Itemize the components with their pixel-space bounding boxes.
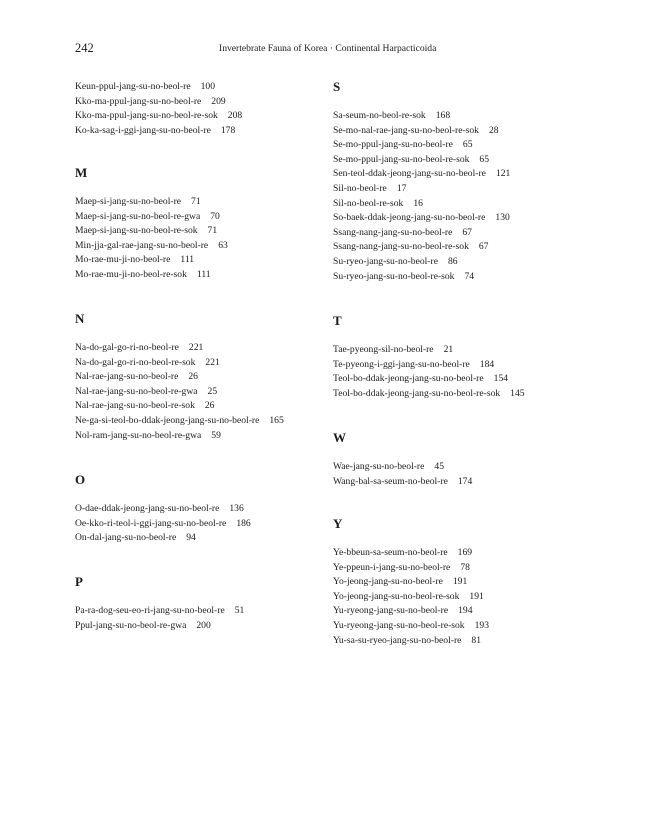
index-entry (333, 575, 489, 590)
index-entry-list (333, 343, 525, 401)
index-entry (333, 358, 525, 373)
index-term: Ne-ga-si-teol-bo-ddak-jeong-jang-su-no-beol-re (75, 414, 260, 426)
index-entry-list (75, 195, 228, 283)
index-term: Mo-rae-mu-ji-no-beol-re (75, 254, 171, 266)
index-entry (333, 138, 510, 153)
index-entry (333, 211, 510, 226)
index-entry (75, 195, 228, 210)
index-entry (75, 124, 242, 139)
index-entry (333, 226, 510, 241)
index-page-ref: 145 (510, 387, 525, 399)
index-term: Yo-jeong-jang-su-no-beol-re (333, 576, 443, 588)
index-entry (333, 255, 510, 270)
index-page-ref: 65 (462, 139, 473, 151)
index-page-ref: 121 (495, 168, 511, 180)
index-page-ref: 63 (218, 239, 228, 251)
index-term: Ppul-jang-su-no-beol-re-gwa (75, 619, 187, 631)
index-entry (75, 224, 228, 239)
index-entry (75, 531, 251, 546)
index-page-ref: 65 (479, 153, 490, 165)
index-page-ref: 25 (207, 385, 218, 397)
index-page-ref: 186 (236, 517, 251, 529)
index-page-ref: 191 (452, 576, 468, 588)
index-page-ref: 136 (229, 503, 244, 514)
index-page-ref: 70 (210, 210, 220, 222)
index-entry (333, 634, 489, 649)
index-letter-heading: O (75, 472, 86, 487)
index-letter-heading: S (333, 79, 341, 94)
index-entry-list (75, 341, 284, 443)
index-entry (333, 167, 510, 182)
index-term: Su-ryeo-jang-su-no-beol-re-sok (333, 270, 455, 282)
index-entry (75, 80, 242, 95)
index-page-ref: 26 (188, 371, 198, 383)
index-term: Na-do-gal-go-ri-no-beol-re-sok (75, 356, 196, 368)
index-entry (333, 590, 489, 605)
index-page-ref: 21 (443, 344, 454, 355)
index-entry (333, 182, 510, 197)
index-page-ref: 184 (479, 358, 495, 370)
index-term: Sil-no-beol-re (333, 182, 387, 194)
index-entry (333, 240, 510, 255)
index-entry (75, 268, 228, 283)
index-entry (333, 604, 489, 619)
index-entry (333, 460, 472, 475)
index-page-ref: 154 (493, 373, 509, 385)
index-entry (333, 387, 525, 402)
index-entry-list (75, 604, 244, 633)
index-entry (333, 124, 510, 139)
index-term: Maep-si-jang-su-no-beol-re (75, 196, 182, 207)
index-entry-list (333, 460, 472, 489)
index-letter-heading: M (75, 165, 88, 180)
index-term: So-baek-ddak-jeong-jang-su-no-beol-re (333, 212, 486, 224)
index-page-ref: 200 (196, 619, 211, 631)
index-page-ref: 178 (220, 124, 236, 136)
index-entry-list (333, 546, 489, 648)
index-entry (75, 356, 284, 371)
index-letter-heading: W (333, 430, 346, 445)
index-term: Kko-ma-ppul-jang-su-no-beol-re-sok (75, 110, 218, 122)
index-page-ref: 78 (460, 561, 470, 573)
index-term: Oe-kko-ri-teol-i-ggi-jang-su-no-beol-re (75, 517, 227, 529)
index-term: Wae-jang-su-no-beol-re (333, 461, 425, 472)
index-page-ref: 221 (205, 356, 220, 368)
index-page-ref: 100 (200, 81, 216, 92)
index-entry (75, 517, 251, 532)
index-page-ref: 17 (396, 182, 407, 194)
index-page-ref: 26 (204, 400, 215, 412)
index-term: Tae-pyeong-sil-no-beol-re (333, 344, 434, 355)
page-header (75, 41, 595, 59)
index-term: Nal-rae-jang-su-no-beol-re-gwa (75, 385, 198, 397)
index-term: Keun-ppul-jang-su-no-beol-re (75, 81, 191, 92)
index-page-ref: 193 (474, 619, 489, 631)
index-page-ref: 169 (457, 547, 473, 558)
index-entry (333, 475, 472, 490)
index-page-ref: 16 (413, 197, 423, 209)
index-term: Nal-rae-jang-su-no-beol-re-sok (75, 400, 195, 412)
index-entry (75, 95, 242, 110)
index-letter-heading: T (333, 313, 342, 328)
index-entry (75, 502, 251, 517)
index-page-ref: 168 (435, 110, 451, 121)
index-entry (333, 153, 510, 168)
index-entry-list (333, 109, 510, 284)
index-entry (75, 414, 284, 429)
index-page-ref: 45 (434, 461, 444, 472)
index-term: Te-pyeong-i-ggi-jang-su-no-beol-re (333, 358, 470, 370)
index-term: Se-mo-nal-rae-jang-su-no-beol-re-sok (333, 124, 479, 136)
index-term: Sil-no-beol-re-sok (333, 197, 404, 209)
index-entry (333, 546, 489, 561)
index-term: Na-do-gal-go-ri-no-beol-re (75, 342, 179, 353)
index-term: Su-ryeo-jang-su-no-beol-re (333, 255, 438, 267)
index-term: Ko-ka-sag-i-ggi-jang-su-no-beol-re (75, 124, 211, 136)
index-term: Sa-seum-no-beol-re-sok (333, 110, 426, 121)
index-entry (75, 239, 228, 254)
index-page-ref: 71 (191, 196, 201, 207)
index-term: On-dal-jang-su-no-beol-re (75, 532, 177, 544)
index-term: Teol-bo-ddak-jeong-jang-su-no-beol-re (333, 373, 484, 385)
index-term: Yu-sa-su-ryeo-jang-su-no-beol-re (333, 634, 462, 646)
index-term: Ye-ppeun-i-jang-su-no-beol-re (333, 561, 451, 573)
index-page-ref: 51 (234, 605, 245, 616)
index-page-ref: 67 (462, 226, 472, 238)
index-term: Maep-si-jang-su-no-beol-re-gwa (75, 210, 201, 222)
index-letter-heading: Y (333, 516, 343, 531)
index-term: O-dae-ddak-jeong-jang-su-no-beol-re (75, 503, 220, 514)
index-entry (333, 109, 510, 124)
index-term: Nal-rae-jang-su-no-beol-re (75, 371, 179, 383)
index-term: Yo-jeong-jang-su-no-beol-re-sok (333, 590, 460, 602)
index-page-ref: 86 (447, 255, 458, 267)
index-entry (75, 253, 228, 268)
index-page-ref: 209 (211, 95, 226, 107)
index-entry (75, 604, 244, 619)
index-page-ref: 221 (188, 342, 204, 353)
index-entry (75, 385, 284, 400)
index-entry (75, 109, 242, 124)
index-page-ref: 59 (211, 429, 221, 441)
index-page-ref: 28 (488, 124, 499, 136)
index-term: Se-mo-ppul-jang-su-no-beol-re (333, 139, 453, 151)
index-entry-list (75, 502, 251, 546)
index-page-ref: 111 (180, 254, 195, 266)
index-letter-heading: P (75, 574, 83, 589)
index-entry (333, 197, 510, 212)
index-term: Mo-rae-mu-ji-no-beol-re-sok (75, 268, 187, 280)
index-entry (333, 561, 489, 576)
index-entry-list (75, 80, 242, 138)
index-term: Yu-ryeong-jang-su-no-beol-re-sok (333, 619, 465, 631)
index-term: Ssang-nang-jang-su-no-beol-re-sok (333, 241, 469, 253)
index-page-ref: 194 (458, 605, 473, 617)
index-term: Ye-bbeun-sa-seum-no-beol-re (333, 547, 448, 558)
index-entry (333, 372, 525, 387)
index-entry (333, 343, 525, 358)
index-page-ref: 74 (464, 270, 475, 282)
index-term: Teol-bo-ddak-jeong-jang-su-no-beol-re-sok (333, 387, 501, 399)
running-title: Invertebrate Fauna of Korea · Continental Harpacticoida (219, 43, 437, 54)
index-page-ref: 208 (227, 110, 243, 122)
index-term: Nol-ram-jang-su-no-beol-re-gwa (75, 429, 202, 441)
index-term: Kko-ma-ppul-jang-su-no-beol-re (75, 95, 202, 107)
index-page-ref: 191 (469, 590, 484, 602)
index-page-ref: 71 (207, 225, 218, 237)
index-entry (75, 399, 284, 414)
index-entry (75, 370, 284, 385)
index-entry (75, 210, 228, 225)
index-term: Pa-ra-dog-seu-eo-ri-jang-su-no-beol-re (75, 605, 225, 616)
index-term: Wang-bal-sa-seum-no-beol-re (333, 475, 448, 487)
index-page-ref: 165 (269, 414, 284, 426)
index-term: Ssang-nang-jang-su-no-beol-re (333, 226, 453, 238)
index-term: Sen-teol-ddak-jeong-jang-su-no-beol-re (333, 168, 486, 180)
index-page-ref: 94 (186, 532, 196, 544)
index-entry (75, 619, 244, 634)
index-entry (333, 619, 489, 634)
index-entry (75, 429, 284, 444)
index-entry (333, 270, 510, 285)
index-page-ref: 174 (457, 475, 473, 487)
index-term: Se-mo-ppul-jang-su-no-beol-re-sok (333, 153, 470, 165)
index-page-ref: 81 (471, 634, 481, 646)
index-letter-heading: N (75, 311, 85, 326)
index-page-ref: 130 (495, 212, 510, 224)
index-term: Maep-si-jang-su-no-beol-re-sok (75, 225, 198, 237)
page-number: 242 (75, 41, 94, 55)
index-page-ref: 67 (478, 241, 489, 253)
index-term: Yu-ryeong-jang-su-no-beol-re (333, 605, 449, 617)
index-page-ref: 111 (196, 268, 211, 280)
index-entry (75, 341, 284, 356)
index-term: Min-jja-gal-rae-jang-su-no-beol-re (75, 239, 209, 251)
